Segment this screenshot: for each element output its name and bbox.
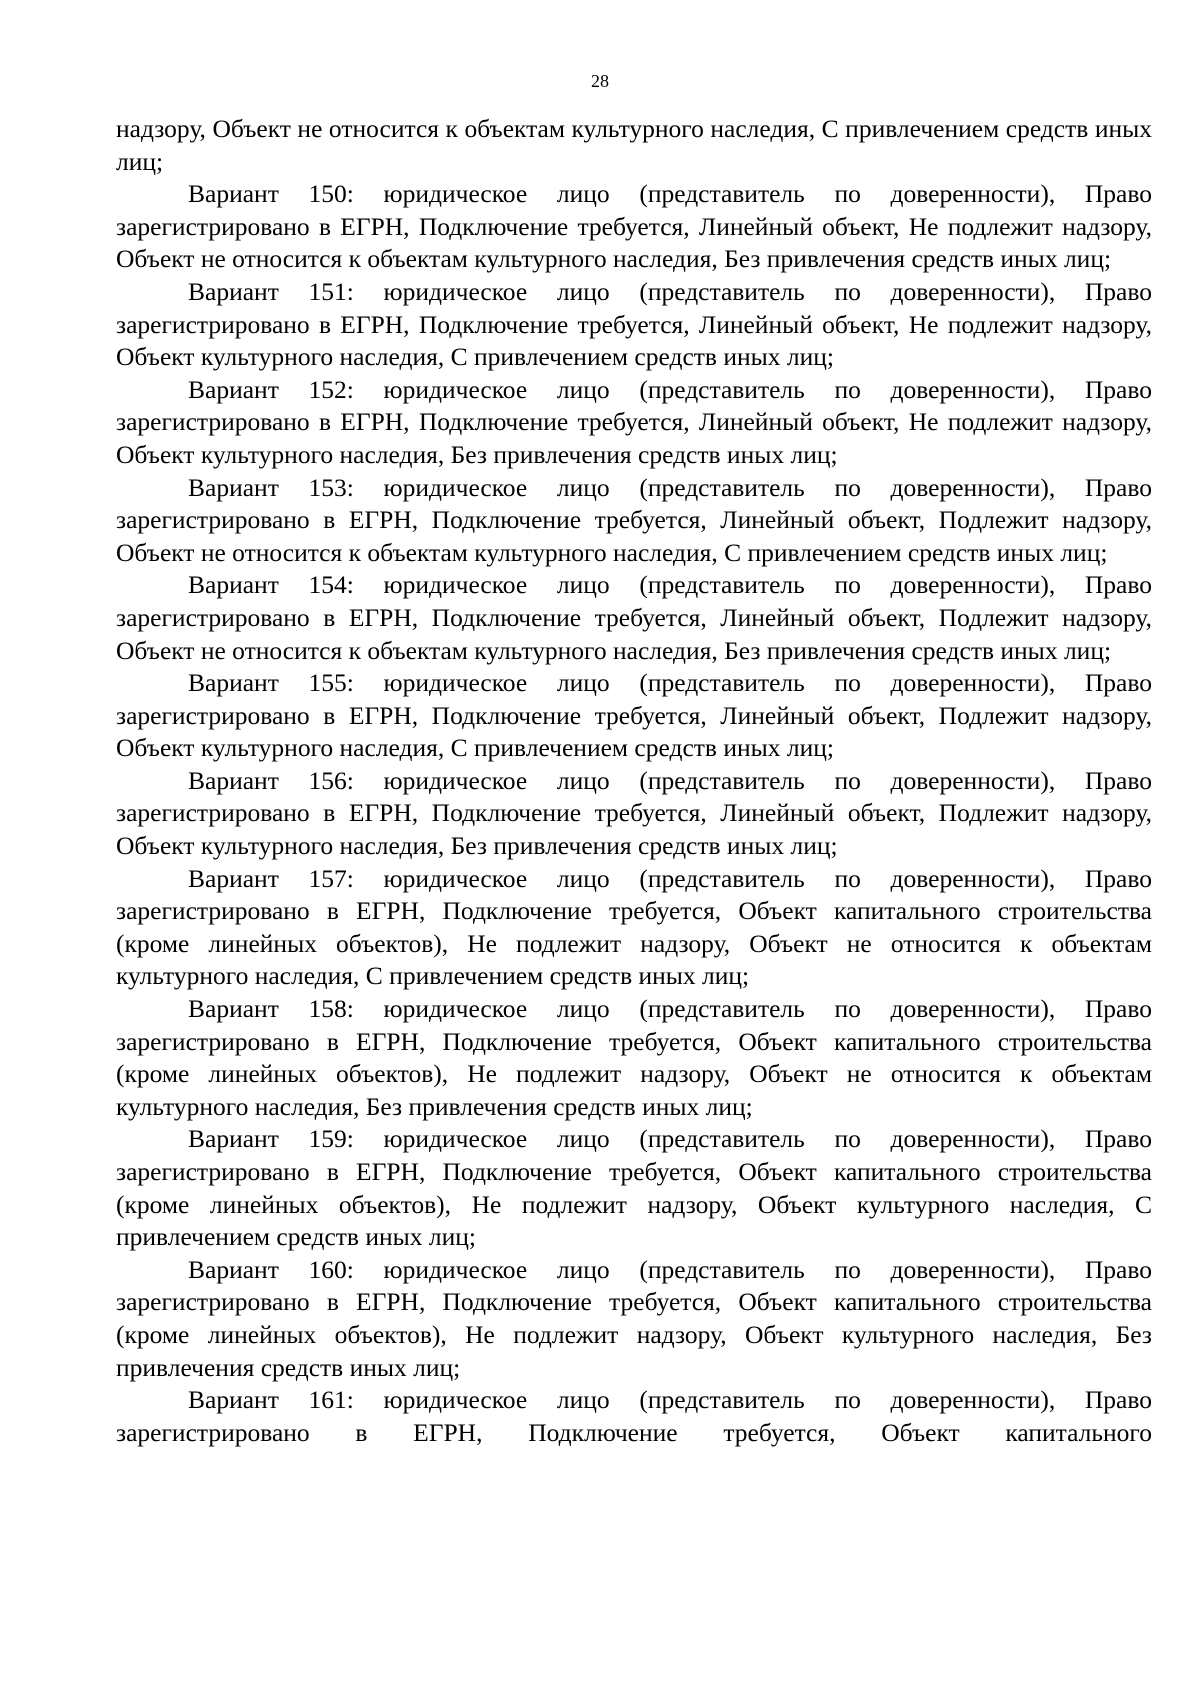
paragraph-variant-158: Вариант 158: юридическое лицо (представитель по доверенности), Право зарегистрировано в ЕГРН, Подключение требуется, Объект капитального строительства (кроме линейных объектов), Не подлежит надзору, Объект не относится к объектам культурного наследия, Без привлечения средств иных лиц; [116, 994, 1152, 1121]
paragraph-variant-154: Вариант 154: юридическое лицо (представитель по доверенности), Право зарегистрировано в ЕГРН, Подключение требуется, Линейный объект, Подлежит надзору, Объект не относится к объектам культурного наследия, Без привлечения средств иных лиц; [116, 570, 1152, 665]
paragraph-variant-150: Вариант 150: юридическое лицо (представитель по доверенности), Право зарегистрировано в ЕГРН, Подключение требуется, Линейный объект, Не подлежит надзору, Объект не относится к объектам культурного наследия, Без привлечения средств иных лиц; [116, 179, 1152, 274]
paragraph-variant-155: Вариант 155: юридическое лицо (представитель по доверенности), Право зарегистрировано в ЕГРН, Подключение требуется, Линейный объект, Подлежит надзору, Объект культурного наследия, С привлечением средств иных лиц; [116, 668, 1152, 763]
paragraph-variant-160: Вариант 160: юридическое лицо (представитель по доверенности), Право зарегистрировано в ЕГРН, Подключение требуется, Объект капитального строительства (кроме линейных объектов), Не подлежит надзору, Объект культурного наследия, Без привлечения средств иных лиц; [116, 1254, 1152, 1382]
paragraph-continuation: надзору, Объект не относится к объектам культурного наследия, С привлечением средств иных лиц; [116, 114, 1152, 176]
document-body [116, 113, 1152, 1449]
paragraph-variant-161: Вариант 161: юридическое лицо (представитель по доверенности), Право зарегистрировано в ЕГРН, Подключение требуется, Объект капитального [116, 1385, 1152, 1447]
paragraph-variant-157: Вариант 157: юридическое лицо (представитель по доверенности), Право зарегистрировано в ЕГРН, Подключение требуется, Объект капитального строительства (кроме линейных объектов), Не подлежит надзору, Объект не относится к объектам культурного наследия, С привлечением средств иных лиц; [116, 863, 1152, 991]
paragraph-variant-153: Вариант 153: юридическое лицо (представитель по доверенности), Право зарегистрировано в ЕГРН, Подключение требуется, Линейный объект, Подлежит надзору, Объект не относится к объектам культурного наследия, С привлечением средств иных лиц; [116, 472, 1152, 567]
paragraph-variant-152: Вариант 152: юридическое лицо (представитель по доверенности), Право зарегистрировано в ЕГРН, Подключение требуется, Линейный объект, Не подлежит надзору, Объект культурного наследия, Без привлечения средств иных лиц; [116, 374, 1152, 469]
paragraph-variant-159: Вариант 159: юридическое лицо (представитель по доверенности), Право зарегистрировано в ЕГРН, Подключение требуется, Объект капитального строительства (кроме линейных объектов), Не подлежит надзору, Объект культурного наследия, С привлечением средств иных лиц; [116, 1124, 1152, 1252]
page-number: 28 [591, 71, 609, 91]
paragraph-variant-156: Вариант 156: юридическое лицо (представитель по доверенности), Право зарегистрировано в ЕГРН, Подключение требуется, Линейный объект, Подлежит надзору, Объект культурного наследия, Без привлечения средств иных лиц; [116, 765, 1152, 861]
paragraph-variant-151: Вариант 151: юридическое лицо (представитель по доверенности), Право зарегистрировано в ЕГРН, Подключение требуется, Линейный объект, Не подлежит надзору, Объект культурного наследия, С привлечением средств иных лиц; [116, 276, 1152, 372]
